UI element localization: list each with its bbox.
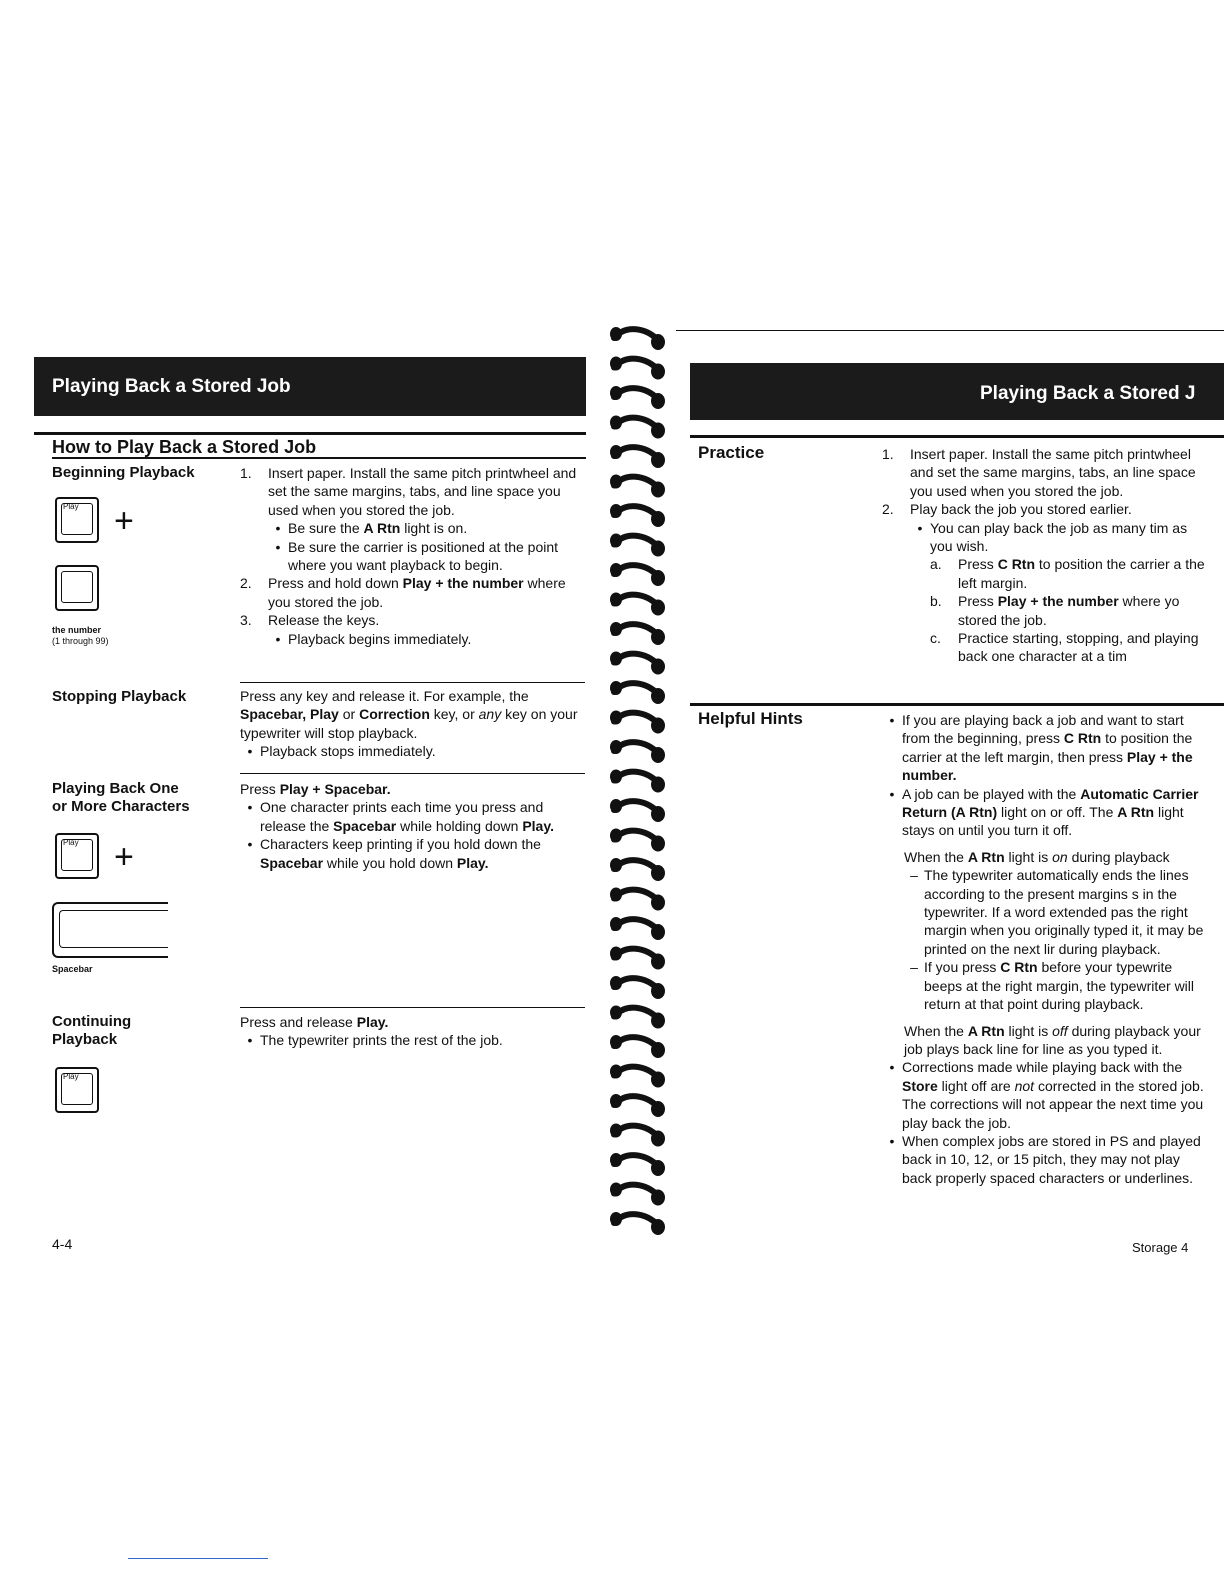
sub-step-label: c. [930, 630, 941, 647]
left-page-number: 4-4 [52, 1236, 73, 1252]
practice-heading: Practice [698, 443, 765, 462]
bullet-text: Playback begins immediately. [288, 630, 472, 647]
bullet-text: You can play back the job as many tim as you wish. [930, 519, 1188, 555]
binding-ring [610, 829, 665, 852]
binding-ring [610, 1153, 665, 1176]
binding-ring [610, 947, 665, 970]
right-band-title: Playing Back a Stored J [980, 383, 1196, 404]
binding-ring [610, 917, 665, 940]
a-rtn-on-block: When the A Rtn light is on during playback – The typewriter automatically ends the lines according to the present margins s in the typewriter. If a word extended pas the right margin when you originally typed it, it may be printed on the next lir during playback. – If you press C Rtn before your typewrite beeps at the right margin, the typewriter will return at that point during playback. When the A Rtn light is off during playback your job plays back line for line as you typed it. [882, 848, 1212, 1058]
binding-ring [610, 858, 665, 881]
spacebar-caption: Spacebar [52, 964, 93, 974]
spacebar-icon [52, 902, 168, 958]
dash-text: The typewriter automatically ends the lines according to the present margins s in the typewriter. If a word extended pas the right margin when you originally typed it, it may be printed on the next lir during playback. [924, 867, 1204, 957]
plus-sign: + [114, 502, 134, 540]
step-text: Press and hold down Play + the number where you stored the job. [268, 575, 566, 610]
binding-ring [610, 1094, 665, 1117]
one-more-heading [52, 780, 190, 816]
binding-ring [610, 563, 665, 586]
bullet-text: The typewriter prints the rest of the job. [260, 1032, 503, 1049]
step-text: Insert paper. Install the same pitch printwheel and set the same margins, tabs, an line space you used when you stored the job. [910, 446, 1196, 499]
step-text: Insert paper. Install the same pitch printwheel and set the same margins, tabs, and line space you used when you stored the job. [268, 465, 577, 518]
hint-text: Corrections made while playing back with the Store light off are not corrected in the stored job. The corrections will not appear the next time you play back the job. [902, 1059, 1204, 1131]
binding-ring [610, 740, 665, 763]
sub-step-label: b. [930, 593, 942, 610]
binding-ring [610, 1006, 665, 1029]
bullet-text: One character prints each time you press and release the Spacebar while holding down Play. [260, 799, 554, 834]
hints-text: • If you are playing back a job and want to start from the beginning, press C Rtn to position the carrier at the left margin, then press Play + the number. • A job can be played with the Automatic Carrier Return (A Rtn) light on or off. The A Rtn light stays on until you turn it off. When the A Rtn light is on during playback – The typewriter automatically ends the lines according to the present margins s in the typewriter. If a word extended pas the right margin when you originally typed it, it may be printed on the next lir during playback. – If you press C Rtn before your typewrite beeps at the right margin, the typewriter will return at that point during playback. When the A Rtn light is off during playback your job plays back line for line as you typed it. • Corrections made while playing back with the Store light off are not corrected in the stored job. The corrections will not appear the next time you play back the job. • When complex jobs are stored in PS and played back in 10, 12, or 15 pitch, they may not play back properly spaced characters or underlines. [882, 711, 1212, 1187]
left-title-band [34, 357, 586, 416]
continuing-rule [240, 1007, 585, 1008]
hints-heading: Helpful Hints [698, 709, 803, 728]
binding-ring [610, 622, 665, 645]
binding-ring [610, 799, 665, 822]
binding-ring [610, 357, 665, 380]
beginning-steps: 1. Insert paper. Install the same pitch printwheel and set the same margins, tabs, and line space you used when you stored the job. • Be sure the A Rtn light is on. • Be sure the carrier is positioned at the point where you want playback to begin. 2. Press and hold down Play + the number where you stored the job. 3. Release the keys. • Playback begins immediately. [240, 464, 585, 648]
hint-text: When complex jobs are stored in PS and played back in 10, 12, or 15 pitch, they may not play back properly spaced characters or underlines. [902, 1132, 1201, 1186]
right-page-footer: Storage 4 [1132, 1240, 1189, 1255]
bullet-text: Characters keep printing if you hold down the Spacebar while you hold down Play. [260, 836, 541, 871]
binding-ring [610, 681, 665, 704]
right-top-rule [676, 330, 1224, 331]
hint-text: If you are playing back a job and want to start from the beginning, press C Rtn to position the carrier at the left margin, then press Play + the number. [902, 712, 1193, 784]
step-number: 3. [240, 612, 252, 629]
binding-ring [610, 652, 665, 675]
step-number: 2. [882, 501, 894, 518]
binding-ring [610, 504, 665, 527]
hint-text: A job can be played with the Automatic Carrier Return (A Rtn) light on or off. The A Rtn light stays on until you turn it off. [902, 785, 1199, 839]
play-key-label: Play [63, 502, 79, 511]
bullet-text: Be sure the A Rtn light is on. [288, 520, 468, 537]
binding-ring [610, 475, 665, 498]
bottom-link-underline [128, 1558, 268, 1559]
step-text: Release the keys. [268, 612, 380, 629]
bullet-text: Playback stops immediately. [260, 743, 436, 760]
step-number: 1. [240, 465, 252, 481]
play-key-icon [55, 833, 99, 879]
step-text: Play back the job you stored earlier. [910, 501, 1132, 518]
left-top-rule [34, 432, 586, 435]
play-key-label: Play [63, 838, 79, 847]
step-number: 1. [882, 446, 894, 462]
continuing-text: Press and release Play. • The typewriter prints the rest of the job. [240, 1014, 503, 1049]
dash-text: If you press C Rtn before your typewrite beeps at the right margin, the typewriter will return at that point during playback. [924, 959, 1195, 1013]
plus-sign: + [114, 838, 134, 876]
binding-ring [610, 770, 665, 793]
stopping-text: Press any key and release it. For example, the Spacebar, Play or Correction key, or any key on your typewriter will stop playback. • Playback stops immediately. [240, 688, 578, 760]
sub-step-label: a. [930, 556, 942, 573]
one-more-text: Press Play + Spacebar. • One character prints each time you press and release the Spacebar while holding down Play. • Characters keep printing if you hold down the Spacebar while you hold down Play. [240, 780, 585, 872]
heading-line1: Playing Back One [52, 780, 179, 797]
binding-ring [610, 416, 665, 439]
one-more-rule [240, 773, 585, 774]
stopping-rule [240, 682, 585, 683]
sub-step-text: Practice starting, stopping, and playing back one character at a tim [958, 630, 1199, 665]
heading-line2: or More Characters [52, 798, 190, 815]
caption-line1: the number [52, 625, 102, 635]
binding-ring [610, 1183, 665, 1206]
binding-ring [610, 1065, 665, 1088]
binding-ring [610, 1035, 665, 1058]
spiral-binding-icon [606, 320, 676, 1250]
step-number: 2. [240, 575, 252, 592]
number-key-icon [55, 565, 99, 611]
play-key-label: Play [63, 1072, 79, 1081]
number-key-caption [52, 625, 109, 647]
sub-step-text: Press C Rtn to position the carrier a the left margin. [958, 556, 1205, 591]
binding-ring [610, 711, 665, 734]
continuing-heading [52, 1013, 131, 1049]
play-key-icon [55, 497, 99, 543]
hints-rule [690, 703, 1224, 706]
binding-ring [610, 534, 665, 557]
caption-line2: (1 through 99) [52, 636, 109, 646]
binding-ring [610, 976, 665, 999]
binding-ring [610, 1212, 665, 1235]
heading-line1: Continuing [52, 1013, 132, 1030]
binding-ring [610, 445, 665, 468]
right-title-band [690, 363, 1224, 420]
right-section-rule [690, 435, 1224, 438]
left-band-title: Playing Back a Stored Job [52, 376, 291, 397]
bullet-text: Be sure the carrier is positioned at the point where you want playback to begin. [288, 538, 559, 574]
stopping-heading: Stopping Playback [52, 688, 187, 705]
play-key-icon [55, 1067, 99, 1113]
left-section-title: How to Play Back a Stored Job [52, 437, 317, 457]
practice-steps: 1. Insert paper. Install the same pitch printwheel and set the same margins, tabs, an line space you used when you stored the job. 2. Play back the job you stored earlier. • You can play back the job as many tim as you wish. a. Press C Rtn to position the carrier a the left margin. b. Press Play + the number where yo stored the job. c. Practice starting, stopping, and playing back one character at a tim [882, 445, 1212, 666]
binding-ring [610, 1124, 665, 1147]
binding-ring [610, 593, 665, 616]
left-section-rule [52, 457, 586, 459]
binding-ring [610, 327, 665, 350]
heading-line2: Playback [52, 1031, 118, 1048]
binding-ring [610, 888, 665, 911]
beginning-heading: Beginning Playback [52, 464, 195, 481]
sub-step-text: Press Play + the number where yo stored the job. [958, 593, 1180, 628]
binding-ring [610, 386, 665, 409]
